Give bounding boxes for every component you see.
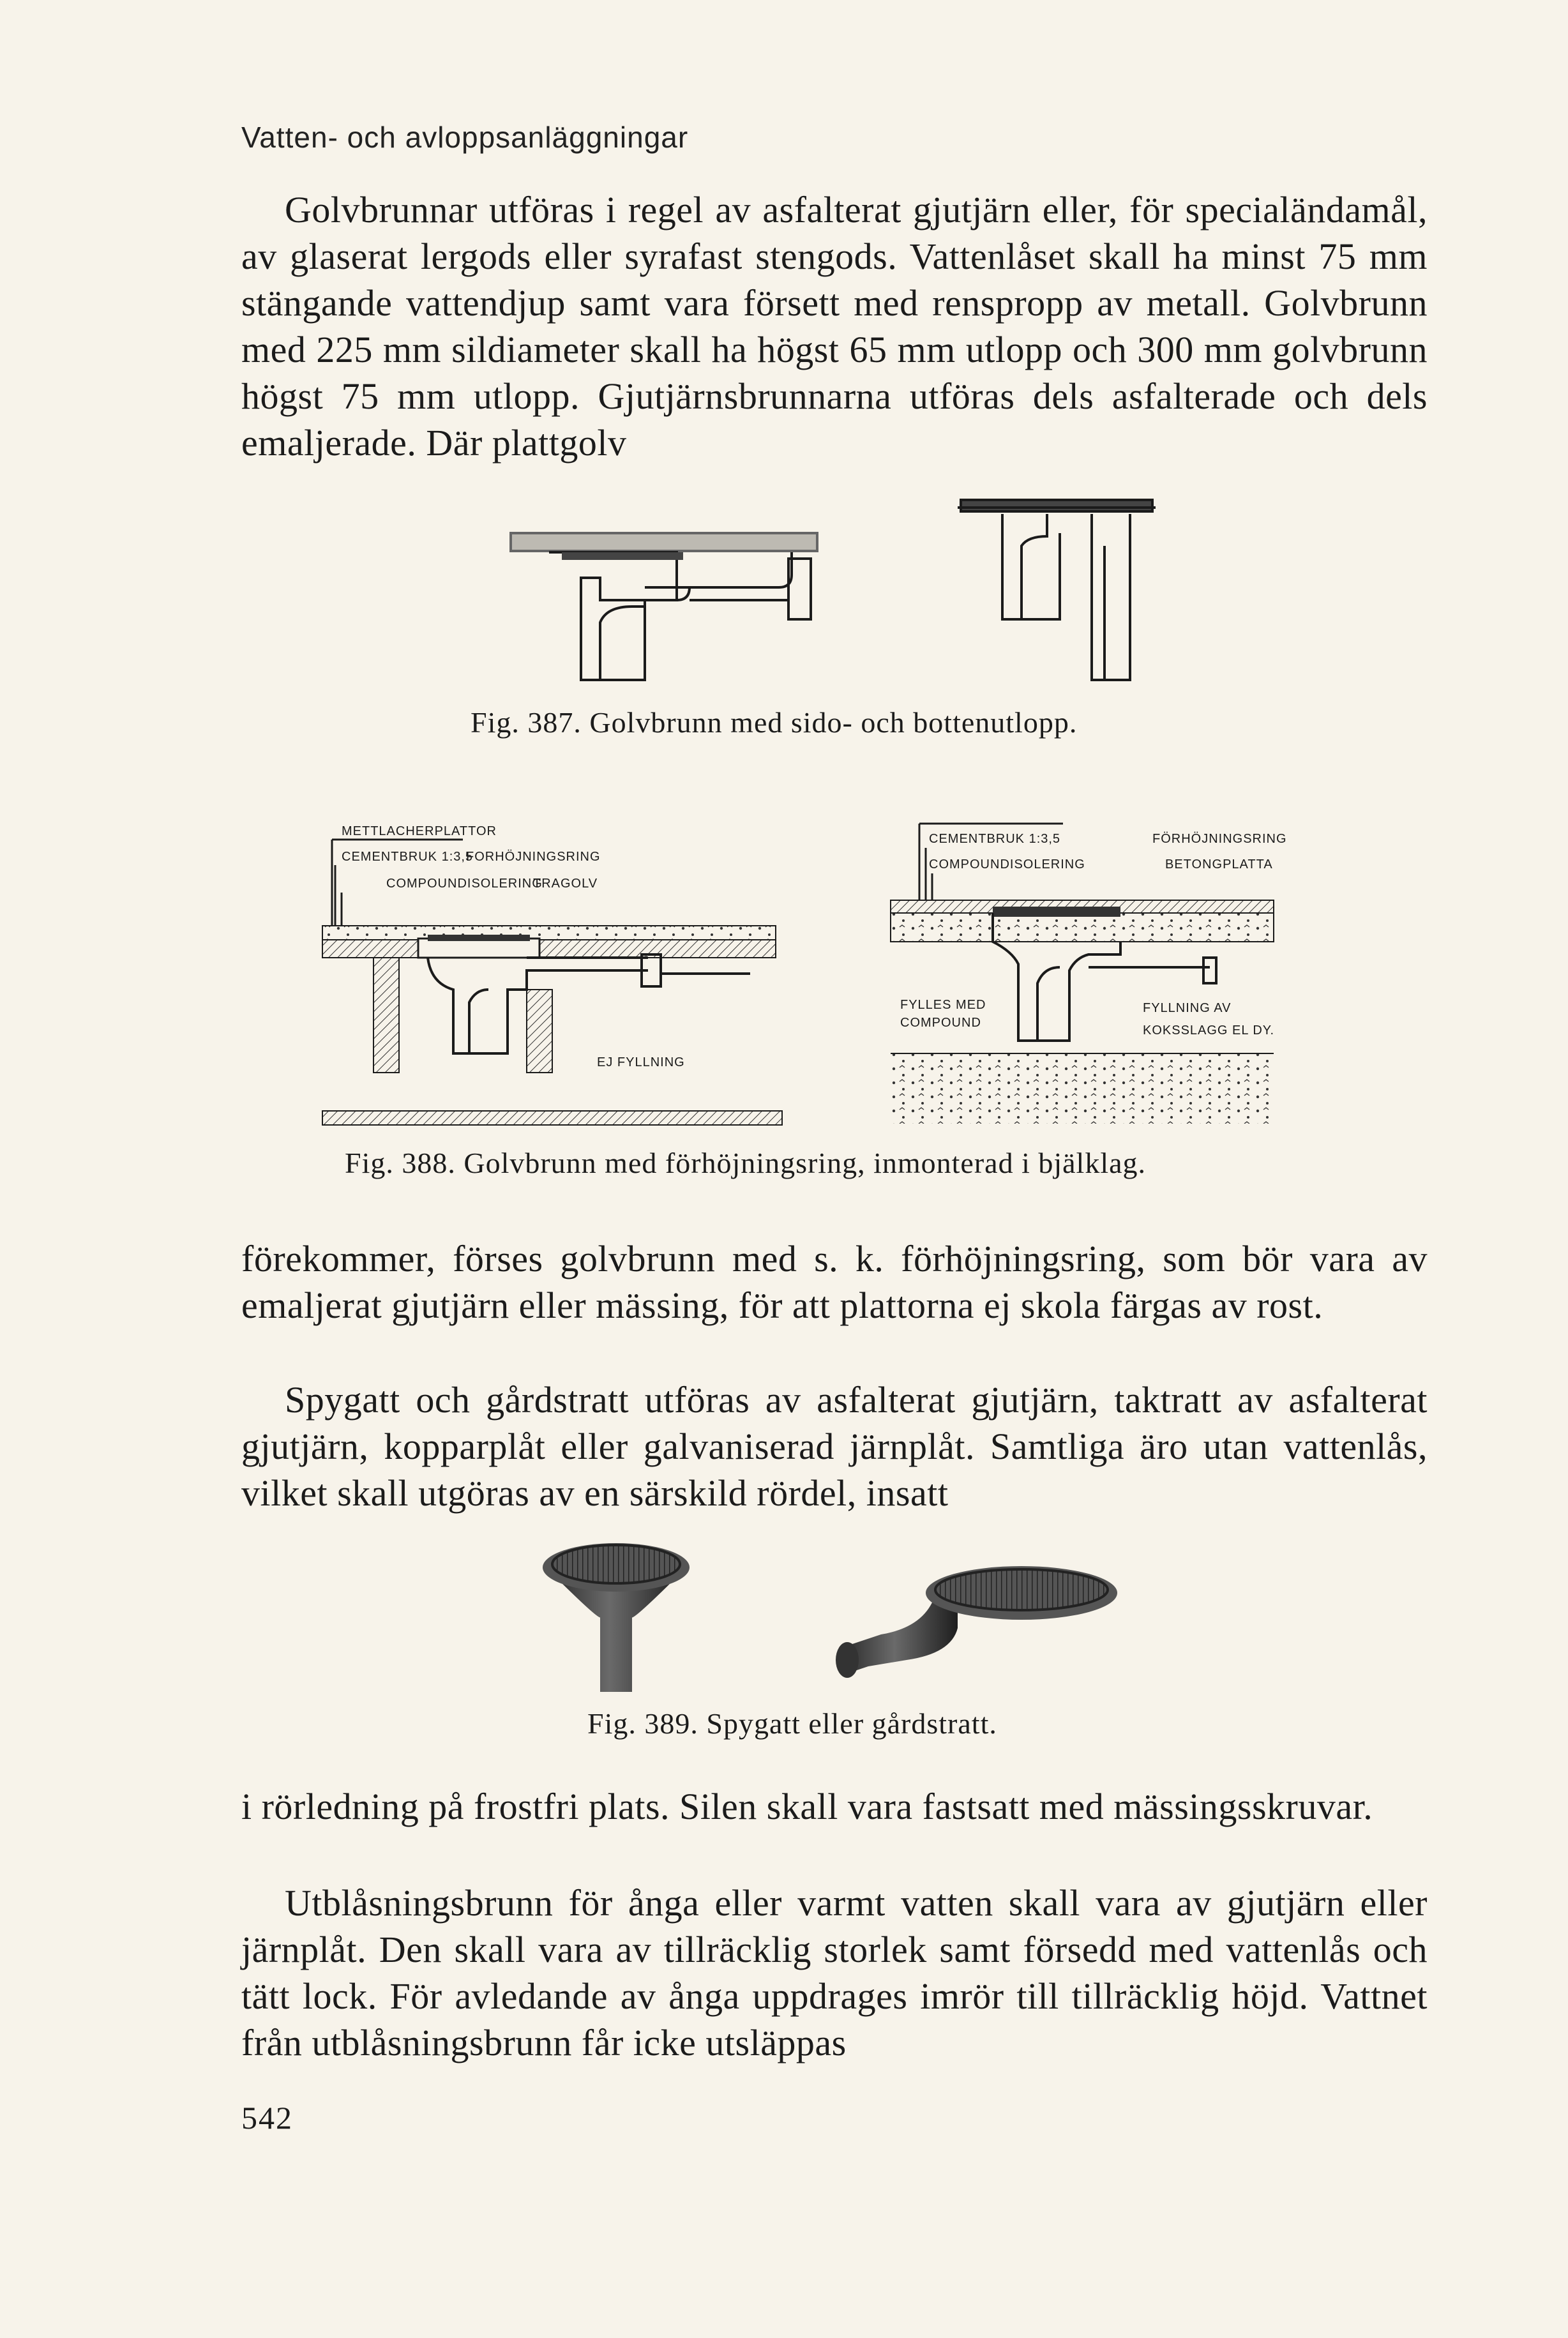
paragraph-blowdown-drain: Utblåsningsbrunn för ånga eller varmt vatten skall vara av gjutjärn eller järnplåt. Den skall vara av tillräcklig storlek samt försedd med vattenlås och tätt lock. För avledande av ånga uppdrages imrör till tillräcklig höjd. Vattnet från utblåsningsbrunn får icke utsläppas <box>241 1882 1428 2063</box>
running-header: Vatten- och avloppsanläggningar <box>241 121 689 154</box>
label-koksslagg: KOKSSLAGG EL DY. <box>1143 1023 1275 1037</box>
label-forhojningsring-right: FÖRHÖJNINGSRING <box>1152 832 1287 846</box>
paragraph-floor-drains: Golvbrunnar utföras i regel av asfalterat gjutjärn eller, för specialändamål, av glaserat lergods eller syrafast stengods. Vattenlåset skall ha minst 75 mm stängande vattendjup samt vara försett med renspropp av metall. Golvbrunn med 225 mm sildiameter skall ha högst 65 mm utlopp och 300 mm golvbrunn högst 75 mm utlopp. Gjutjärnsbrunnarna utföras dels asfalterade och dels emaljerade. Där plattgolv <box>241 189 1428 464</box>
label-compoundisolering-left: COMPOUNDISOLERING <box>386 877 543 891</box>
figure-388-left-detail <box>322 824 782 1125</box>
label-fyllning-av: FYLLNING AV <box>1143 1001 1232 1015</box>
figure-389-caption: Fig. 389. Spygatt eller gårdstratt. <box>587 1707 997 1740</box>
label-mettlacherplattor-left: METTLACHERPLATTOR <box>342 824 497 838</box>
label-cementbruk-left: CEMENTBRUK 1:3,5 <box>342 850 474 864</box>
paragraph-raising-ring: förekommer, förses golvbrunn med s. k. förhöjningsring, som bör vara av emaljerat gjutjärn eller mässing, för att plattorna ej skola färgas av rost. <box>241 1238 1428 1326</box>
figure-389-gutter-funnels <box>536 1532 1149 1698</box>
label-compound: COMPOUND <box>900 1016 981 1030</box>
figure-389-drawing <box>536 1532 1149 1698</box>
label-compoundisolering-right: COMPOUNDISOLERING <box>929 857 1085 871</box>
figure-388-right-detail <box>891 824 1287 1124</box>
label-forhojningsring-left: FORHÖJNINGSRING <box>466 850 601 864</box>
figure-387-drawing <box>498 488 1175 699</box>
paragraph-gutters: Spygatt och gårdstratt utföras av asfalterat gjutjärn, taktratt av asfalterat gjutjärn, kopparplåt eller galvaniserad järnplåt. Samtliga äro utan vattenlås, vilket skall utgöras av en särskild rördel, insatt <box>241 1379 1428 1514</box>
label-cementbruk-right: CEMENTBRUK 1:3,5 <box>929 832 1061 846</box>
figure-387-floor-drain-illustration <box>498 488 1175 699</box>
label-tragolv-left: TRAGOLV <box>533 877 598 891</box>
figure-388-drawing <box>316 798 1338 1136</box>
page-number: 542 <box>241 2100 293 2136</box>
figure-387-caption: Fig. 387. Golvbrunn med sido- och bottenutlopp. <box>471 706 1078 739</box>
figure-388-caption: Fig. 388. Golvbrunn med förhöjningsring, inmonterad i bjälklag. <box>345 1147 1147 1179</box>
gardstratt-side-outlet <box>836 1566 1117 1678</box>
label-fylles-med: FYLLES MED <box>900 998 986 1012</box>
figure-388-drain-in-floor-structure <box>316 798 1338 1136</box>
label-ej-fyllning: EJ FYLLNING <box>597 1055 685 1069</box>
spygatt-vertical-outlet <box>543 1543 690 1692</box>
paragraph-strainer: i rörledning på frostfri plats. Silen skall vara fastsatt med mässingsskruvar. <box>241 1786 1373 1827</box>
label-betongplatta: BETONGPLATTA <box>1165 857 1273 871</box>
